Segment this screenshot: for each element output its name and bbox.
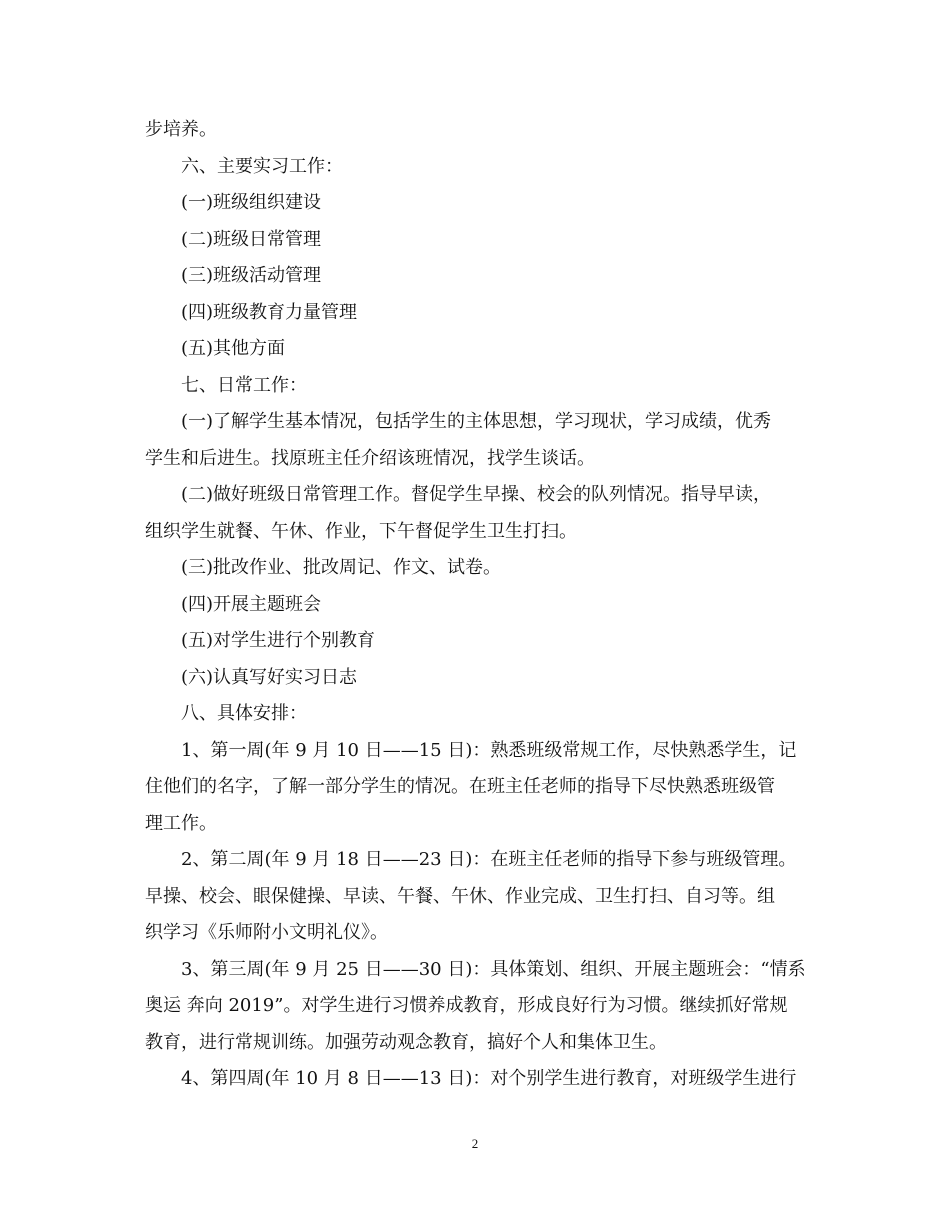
text-line: (六)认真写好实习日志 — [181, 666, 358, 688]
text-line: 3、第三周(年 9 月 25 日——30 日)：具体策划、组织、开展主题班会：“情系 — [181, 958, 806, 980]
text-line: (二)做好班级日常管理工作。督促学生早操、校会的队列情况。指导早读， — [181, 484, 772, 505]
text-line: (五)其他方面 — [181, 338, 286, 359]
text-line: 学生和后进生。找原班主任介绍该班情况，找学生谈话。 — [145, 447, 595, 469]
text-line: 1、第一周(年 9 月 10 日——15 日)：熟悉班级常规工作，尽快熟悉学生，记 — [181, 739, 797, 761]
text-line: 早操、校会、眼保健操、早读、午餐、午休、作业完成、卫生打扫、自习等。组 — [145, 885, 775, 907]
text-line: 住他们的名字，了解一部分学生的情况。在班主任老师的指导下尽快熟悉班级管 — [145, 776, 775, 797]
text-line: (五)对学生进行个别教育 — [181, 630, 376, 651]
text-line: 组织学生就餐、午休、作业，下午督促学生卫生打扫。 — [145, 520, 577, 542]
text-line: (一)班级组织建设 — [181, 192, 322, 213]
document-body — [145, 112, 810, 1098]
text-line: (四)开展主题班会 — [181, 593, 322, 615]
text-line: 4、第四周(年 10 月 8 日——13 日)：对个别学生进行教育，对班级学生进行 — [181, 1068, 797, 1089]
text-line: 教育，进行常规训练。加强劳动观念教育，搞好个人和集体卫生。 — [145, 1031, 667, 1053]
text-line: 步培养。 — [145, 119, 217, 140]
text-line: 奥运 奔向 2019”。对学生进行习惯养成教育，形成良好行为习惯。继续抓好常规 — [145, 995, 788, 1016]
page-number: 2 — [471, 1136, 479, 1151]
text-line: 七、日常工作： — [181, 374, 307, 396]
text-line: 八、具体安排： — [181, 703, 307, 724]
text-line: 2、第二周(年 9 月 18 日——23 日)：在班主任老师的指导下参与班级管理。 — [181, 849, 797, 870]
text-line: 六、主要实习工作： — [181, 155, 343, 177]
text-line: (一)了解学生基本情况，包括学生的主体思想，学习现状，学习成绩，优秀 — [181, 411, 772, 432]
text-line: (四)班级教育力量管理 — [181, 301, 358, 323]
text-line: (三)班级活动管理 — [181, 265, 322, 286]
text-line: 理工作。 — [145, 812, 217, 834]
text-line: (二)班级日常管理 — [181, 228, 322, 250]
text-line: 织学习《乐师附小文明礼仪》。 — [145, 922, 388, 943]
text-line: (三)批改作业、批改周记、作文、试卷。 — [181, 557, 502, 578]
